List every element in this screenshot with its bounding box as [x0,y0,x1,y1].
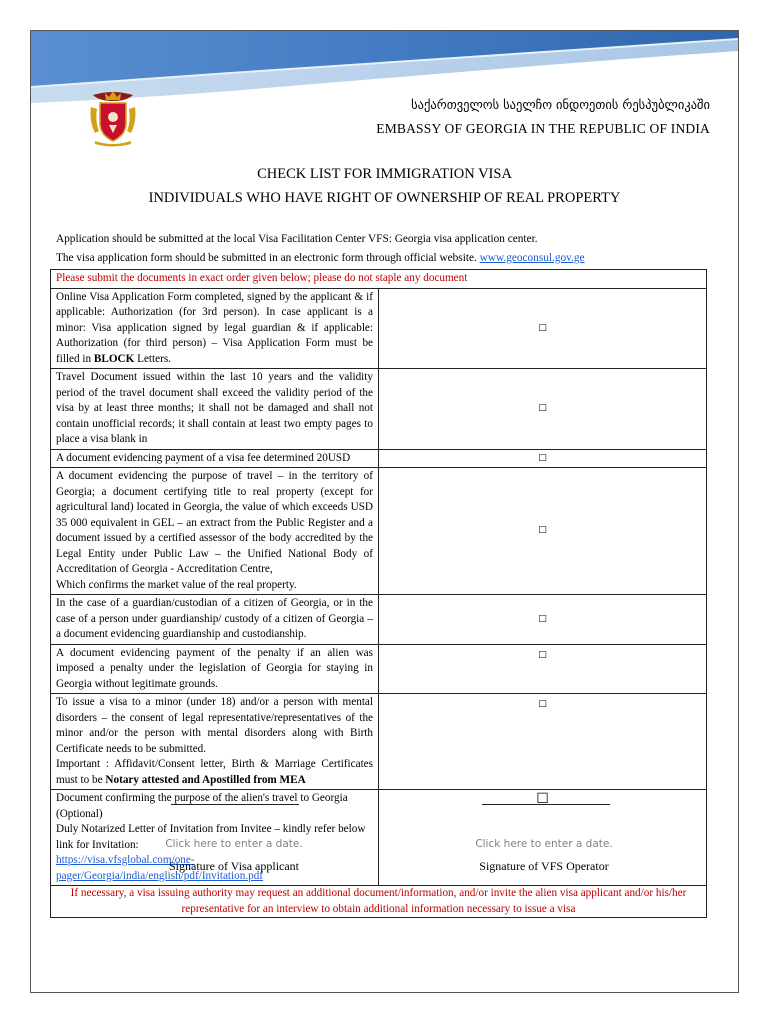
item-4-text-a: A document evidencing the purpose of travel – in the territory of Georgia; a document certifying title to real property (except for agricultural land) located in Georgia, the value of which exceeds USD 35 000 equivalent in GEL – an extract from the Public Register and a document issued by a certified assessor of the body accredited by the Legal Entity under Public Law – the Unified National Body of Accreditation of Georgia - Accreditation Centre, [56,470,373,575]
operator-date-field[interactable]: Click here to enter a date. [475,838,613,850]
item-7-text-a: To issue a visa to a minor (under 18) and/or a person with mental disorders – the consent of legal representative/representatives of the minor and/or the person with mental disorders along with Birth Certificate needs to be submitted. [56,696,373,755]
table-row [51,270,707,289]
table-row [51,644,707,694]
checklist-item-4 [51,468,379,595]
checkbox-item-6[interactable]: □ [379,644,707,694]
item-7-text-b: Important : Affidavit/Consent letter, Birth & Marriage Certificates must to be [56,758,373,786]
applicant-signature-line [171,804,299,805]
table-row [51,694,707,790]
checklist-item-3: A document evidencing payment of a visa fee determined 20USD [51,449,379,468]
item-1-bold: BLOCK [93,352,135,365]
checklist-item-2: Travel Document issued within the last 10 years and the validity period of the travel document shall exceed the validity period of the visa by at least three months; it shall not be damaged and shall not contain unofficial records; it shall contain at least two empty pages to place a visa blank in [51,369,379,450]
item-4-text-b: Which confirms the market value of the real property. [56,578,297,591]
document-subtitle: INDIVIDUALS WHO HAVE RIGHT OF OWNERSHIP OF REAL PROPERTY [148,190,621,206]
intro-line-1: Application should be submitted at the local Visa Facilitation Center VFS: Georgia visa application center. [56,233,538,245]
document-title: CHECK LIST FOR IMMIGRATION VISA [257,166,512,182]
item-7-bold: Notary attested and Apostilled from MEA [105,773,306,786]
embassy-name-english: EMBASSY OF GEORGIA IN THE REPUBLIC OF INDIA [376,121,710,136]
table-row [51,595,707,645]
operator-signature-label: Signature of VFS Operator [479,859,609,873]
submission-notice: Please submit the documents in exact order given below; please do not staple any document [51,270,707,289]
applicant-signature-label: Signature of Visa applicant [168,859,300,873]
georgia-coat-of-arms-icon [87,91,139,147]
checklist-table [50,269,707,918]
footer-note: If necessary, a visa issuing authority may request an additional document/information, and/or invite the alien visa applicant and/or his/her representative for an interview to obtain additional information necessary to issue a visa [51,886,707,918]
checklist-item-1 [51,288,379,369]
intro-line-2-text: The visa application form should be submitted in an electronic form through official website. [56,252,480,264]
item-1-text-a: Online Visa Application Form completed, signed by the applicant & if applicable: Authorization (for 3rd person). In case applicant is a minor: Visa application signed by legal guardian & if applicable: Authorization (for third person) – Visa Application Form must be filled in [56,290,373,365]
checklist-item-5: In the case of a guardian/custodian of a citizen of Georgia, or in the case of a person under guardianship/ custody of a citizen of Georgia – a document evidencing guardianship and custodianship. [51,595,379,645]
document-page [30,30,739,993]
checkbox-item-1[interactable]: □ [379,288,707,369]
checklist-item-7 [51,694,379,790]
table-row [51,449,707,468]
checkbox-item-2[interactable]: □ [379,369,707,450]
item-8-text-a: Document confirming the purpose of the alien's travel to Georgia (Optional) [56,792,348,820]
item-1-text-b: Letters. [134,352,171,365]
checkbox-item-7[interactable]: □ [379,694,707,790]
table-row [51,468,707,595]
intro-line-2 [56,252,585,264]
checkbox-item-5[interactable]: □ [379,595,707,645]
table-row [51,288,707,369]
item-8-text-b: Duly Notarized Letter of Invitation from Invitee – kindly refer below link for Invitation: [56,823,366,851]
geoconsul-link[interactable]: www.geoconsul.gov.ge [479,252,585,264]
table-row [51,369,707,450]
checkbox-item-3[interactable]: □ [379,449,707,468]
applicant-date-field[interactable]: Click here to enter a date. [165,838,303,850]
checklist-item-6: A document evidencing payment of the penalty if an alien was imposed a penalty under the legislation of Georgia for staying in Georgia without legitimate grounds. [51,644,379,694]
table-row [51,886,707,918]
operator-signature-line [482,804,610,805]
checkbox-item-4[interactable]: □ [379,468,707,595]
invitation-link[interactable]: https://visa.vfsglobal.com/one-pager/Georgia/india/english/pdf/Invitation.pdf [56,854,264,882]
checkbox-item-8[interactable]: ☐ [379,790,707,886]
embassy-name-georgian: საქართველოს საელჩო ინდოეთის რესპუბლიკაში [411,97,710,112]
